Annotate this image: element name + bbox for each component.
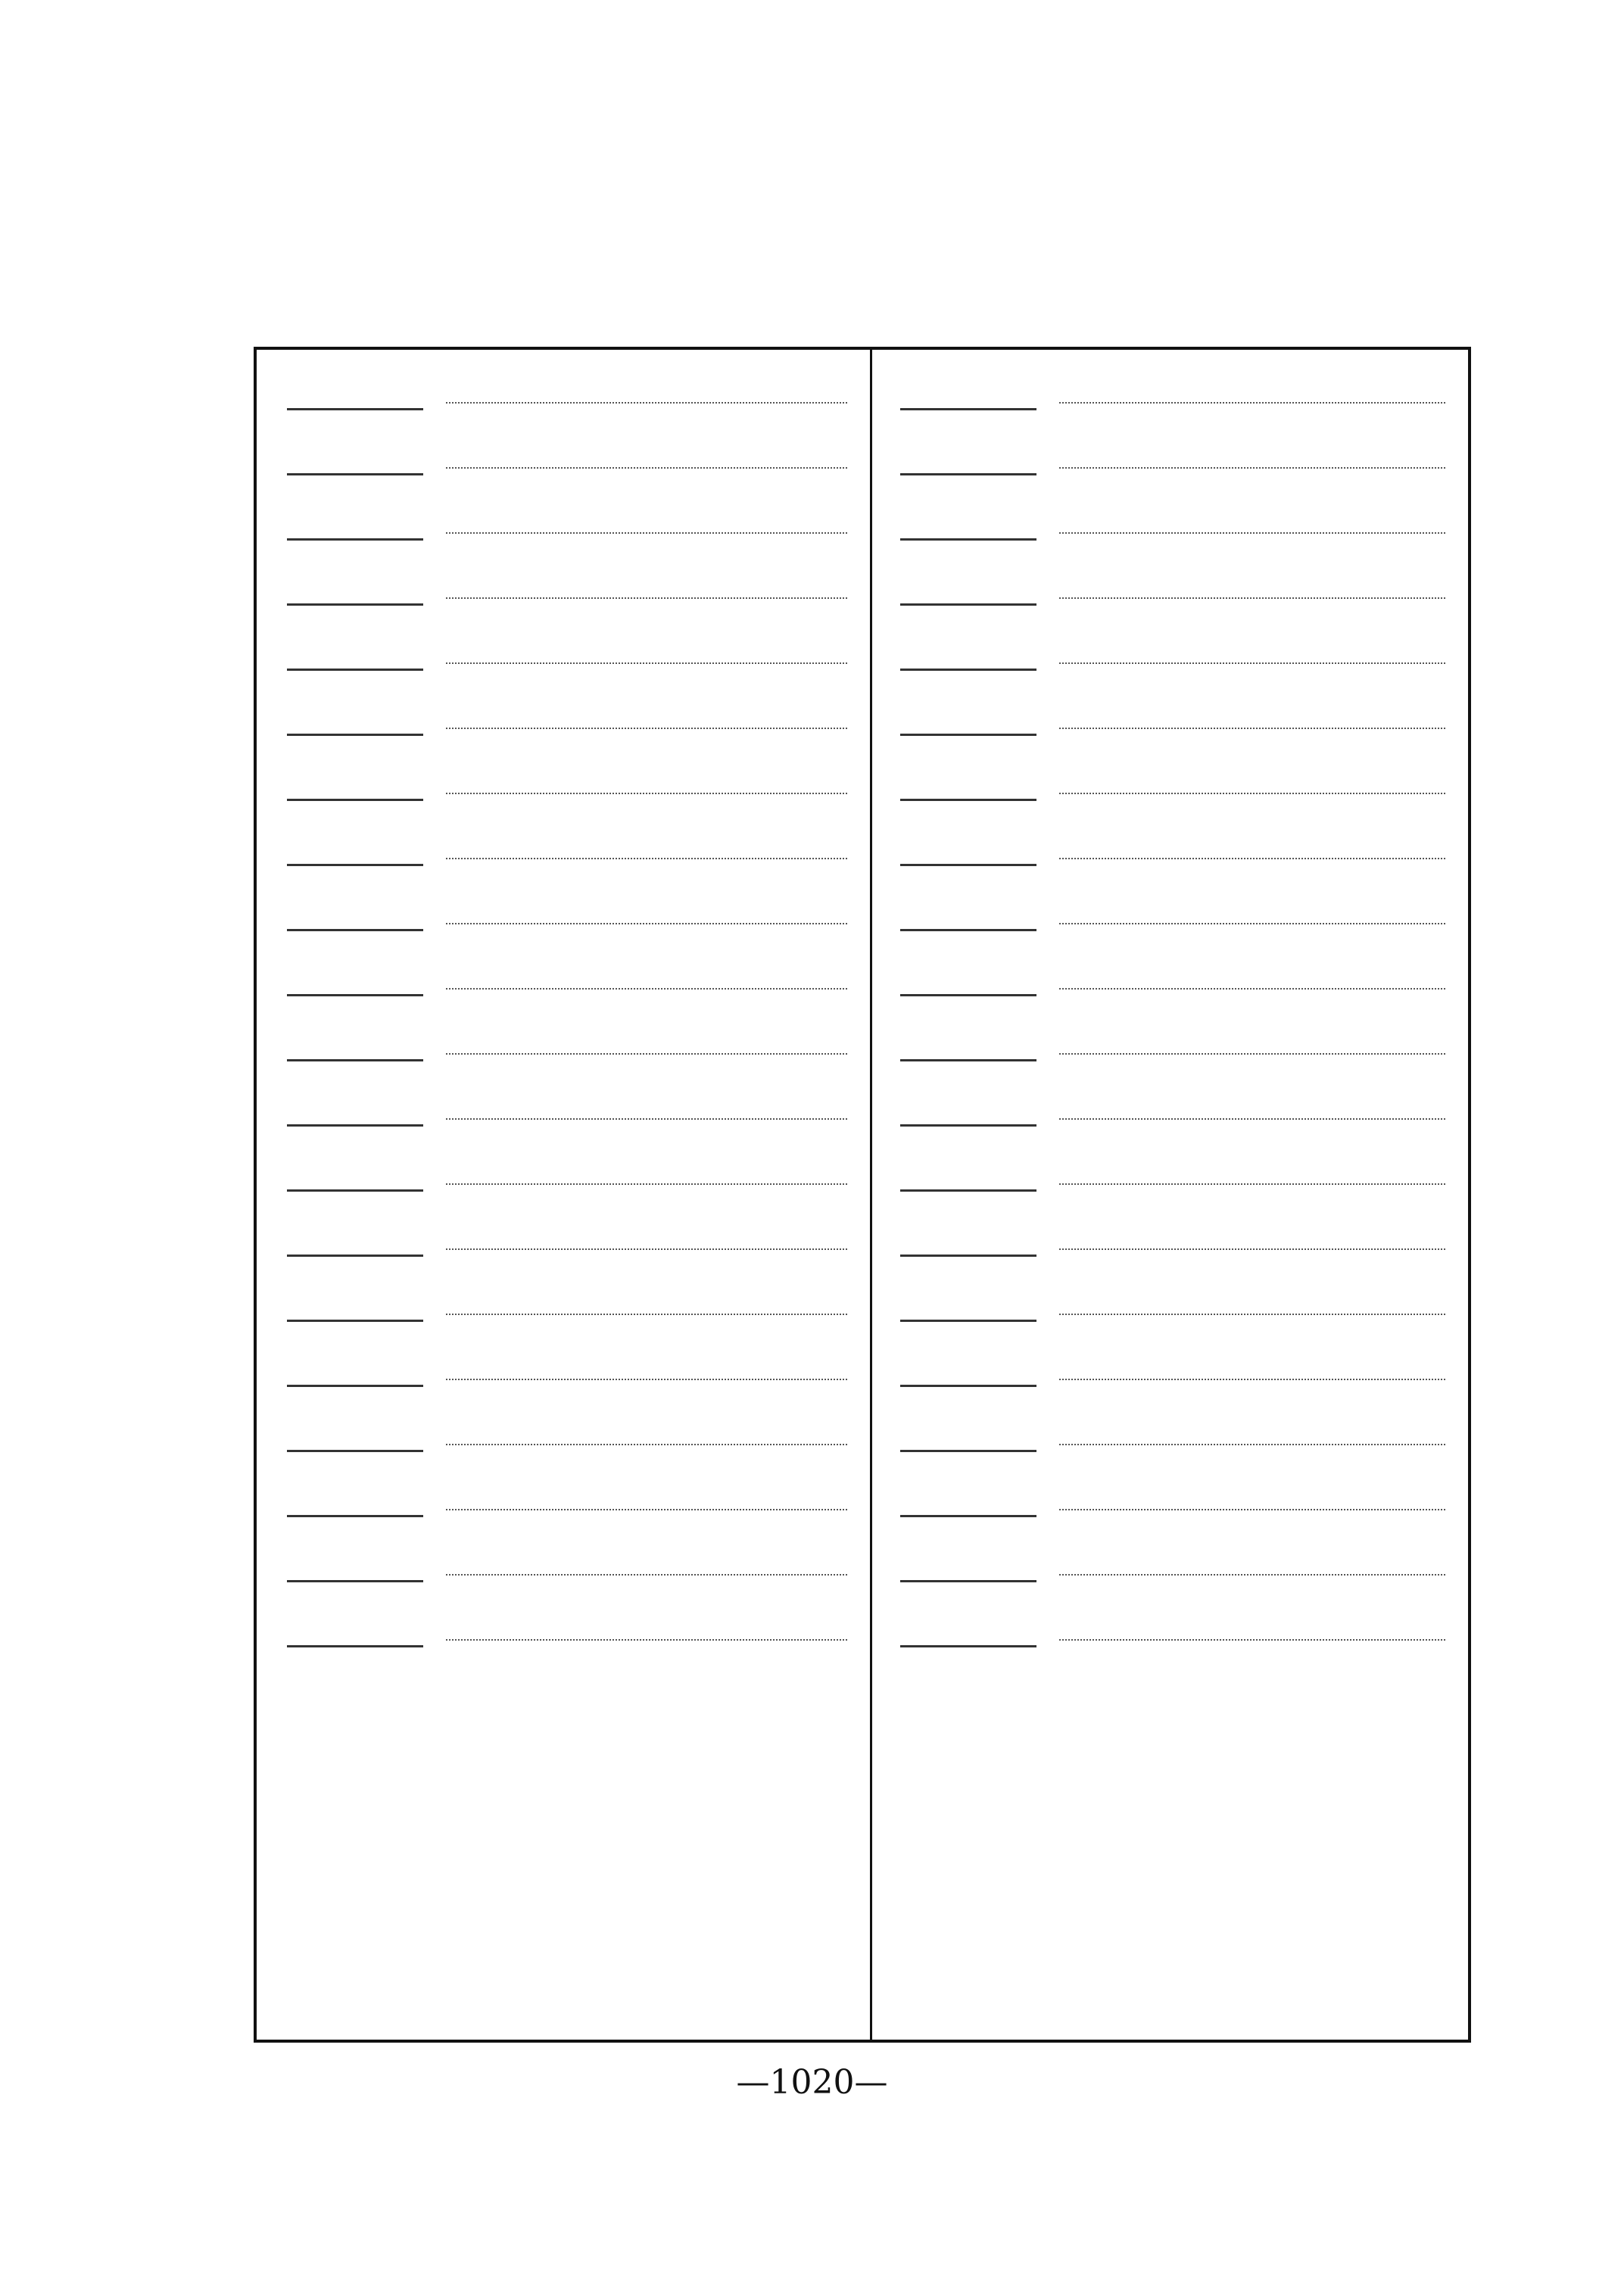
- headword-placeholder: [900, 770, 1036, 801]
- gloss-placeholder: [446, 516, 847, 534]
- headword-placeholder: [287, 1291, 423, 1322]
- dictionary-entry: [287, 1211, 847, 1270]
- page-number: —1020—: [736, 2063, 888, 2102]
- headword-placeholder: [287, 444, 423, 475]
- headword-placeholder: [287, 705, 423, 736]
- dictionary-entry: [900, 690, 1445, 750]
- headword-placeholder: [287, 770, 423, 801]
- headword-placeholder: [900, 1616, 1036, 1647]
- dictionary-entry: [900, 1472, 1445, 1531]
- gloss-placeholder: [446, 1102, 847, 1120]
- gloss-placeholder: [1059, 1036, 1445, 1055]
- headword-placeholder: [900, 705, 1036, 736]
- headword-placeholder: [900, 1421, 1036, 1452]
- gloss-placeholder: [446, 971, 847, 990]
- headword-placeholder: [287, 900, 423, 931]
- dictionary-entry: [287, 365, 847, 424]
- dictionary-entry: [900, 1407, 1445, 1466]
- headword-placeholder: [900, 575, 1036, 606]
- headword-placeholder: [900, 1226, 1036, 1257]
- headword-placeholder: [287, 1486, 423, 1517]
- gloss-placeholder: [446, 1622, 847, 1641]
- dictionary-entry: [900, 756, 1445, 815]
- gloss-placeholder: [1059, 711, 1445, 729]
- headword-placeholder: [900, 379, 1036, 410]
- gloss-placeholder: [1059, 906, 1445, 924]
- dictionary-entry: [900, 1016, 1445, 1075]
- gloss-placeholder: [446, 646, 847, 664]
- gloss-placeholder: [446, 711, 847, 729]
- headword-placeholder: [287, 1421, 423, 1452]
- dictionary-entry: [287, 690, 847, 750]
- gloss-placeholder: [1059, 516, 1445, 534]
- dictionary-entry: [287, 1276, 847, 1336]
- dictionary-entry: [900, 430, 1445, 489]
- gloss-placeholder: [1059, 1557, 1445, 1576]
- dictionary-entry: [900, 1146, 1445, 1205]
- dictionary-entry: [287, 951, 847, 1010]
- gloss-placeholder: [1059, 581, 1445, 599]
- gloss-placeholder: [446, 1492, 847, 1510]
- headword-placeholder: [287, 835, 423, 866]
- dictionary-entry: [900, 495, 1445, 554]
- headword-placeholder: [287, 1030, 423, 1061]
- gloss-placeholder: [446, 776, 847, 794]
- headword-placeholder: [900, 1551, 1036, 1582]
- dictionary-entry: [900, 365, 1445, 424]
- headword-placeholder: [900, 1291, 1036, 1322]
- headword-placeholder: [900, 1096, 1036, 1127]
- gloss-placeholder: [446, 450, 847, 469]
- headword-placeholder: [287, 379, 423, 410]
- gloss-placeholder: [1059, 776, 1445, 794]
- dictionary-entry: [900, 886, 1445, 945]
- headword-placeholder: [287, 1551, 423, 1582]
- headword-placeholder: [287, 640, 423, 671]
- dictionary-entry: [900, 1602, 1445, 1661]
- dictionary-entry: [900, 560, 1445, 619]
- gloss-placeholder: [1059, 450, 1445, 469]
- headword-placeholder: [287, 510, 423, 541]
- column-divider: [870, 350, 872, 2040]
- gloss-placeholder: [1059, 841, 1445, 859]
- gloss-placeholder: [1059, 1427, 1445, 1445]
- headword-placeholder: [900, 965, 1036, 996]
- headword-placeholder: [900, 1356, 1036, 1387]
- dictionary-entry: [287, 886, 847, 945]
- dictionary-entry: [900, 951, 1445, 1010]
- headword-placeholder: [900, 640, 1036, 671]
- dictionary-entry: [900, 1537, 1445, 1596]
- right-column: [900, 365, 1445, 2024]
- dictionary-entry: [287, 495, 847, 554]
- gloss-placeholder: [1059, 1102, 1445, 1120]
- headword-placeholder: [287, 965, 423, 996]
- gloss-placeholder: [1059, 1362, 1445, 1380]
- headword-placeholder: [900, 444, 1036, 475]
- dictionary-entry: [287, 1342, 847, 1401]
- dictionary-entry: [287, 625, 847, 684]
- dictionary-frame: [254, 347, 1471, 2043]
- dictionary-entry: [287, 756, 847, 815]
- left-column: [287, 365, 847, 2024]
- gloss-placeholder: [1059, 1297, 1445, 1315]
- headword-placeholder: [900, 835, 1036, 866]
- headword-placeholder: [900, 900, 1036, 931]
- gloss-placeholder: [446, 1427, 847, 1445]
- gloss-placeholder: [1059, 1492, 1445, 1510]
- gloss-placeholder: [1059, 1167, 1445, 1185]
- dictionary-entry: [900, 1276, 1445, 1336]
- gloss-placeholder: [446, 385, 847, 404]
- dictionary-entry: [287, 1472, 847, 1531]
- gloss-placeholder: [446, 1297, 847, 1315]
- headword-placeholder: [287, 1616, 423, 1647]
- gloss-placeholder: [446, 581, 847, 599]
- headword-placeholder: [900, 1161, 1036, 1192]
- dictionary-entry: [287, 1146, 847, 1205]
- dictionary-entry: [900, 625, 1445, 684]
- dictionary-entry: [287, 560, 847, 619]
- headword-placeholder: [287, 1356, 423, 1387]
- headword-placeholder: [900, 510, 1036, 541]
- dictionary-entry: [287, 821, 847, 880]
- dictionary-entry: [287, 1602, 847, 1661]
- headword-placeholder: [287, 1226, 423, 1257]
- gloss-placeholder: [446, 1036, 847, 1055]
- headword-placeholder: [900, 1030, 1036, 1061]
- gloss-placeholder: [446, 1167, 847, 1185]
- headword-placeholder: [287, 1096, 423, 1127]
- headword-placeholder: [287, 575, 423, 606]
- dictionary-entry: [900, 1342, 1445, 1401]
- gloss-placeholder: [446, 1362, 847, 1380]
- gloss-placeholder: [446, 906, 847, 924]
- gloss-placeholder: [1059, 385, 1445, 404]
- gloss-placeholder: [1059, 646, 1445, 664]
- gloss-placeholder: [446, 1232, 847, 1250]
- gloss-placeholder: [446, 841, 847, 859]
- dictionary-entry: [900, 821, 1445, 880]
- headword-placeholder: [287, 1161, 423, 1192]
- gloss-placeholder: [1059, 1232, 1445, 1250]
- headword-placeholder: [900, 1486, 1036, 1517]
- dictionary-entry: [900, 1081, 1445, 1140]
- dictionary-entry: [287, 430, 847, 489]
- dictionary-entry: [287, 1407, 847, 1466]
- dictionary-entry: [287, 1537, 847, 1596]
- gloss-placeholder: [1059, 1622, 1445, 1641]
- gloss-placeholder: [1059, 971, 1445, 990]
- gloss-placeholder: [446, 1557, 847, 1576]
- dictionary-entry: [287, 1081, 847, 1140]
- dictionary-entry: [900, 1211, 1445, 1270]
- dictionary-entry: [287, 1016, 847, 1075]
